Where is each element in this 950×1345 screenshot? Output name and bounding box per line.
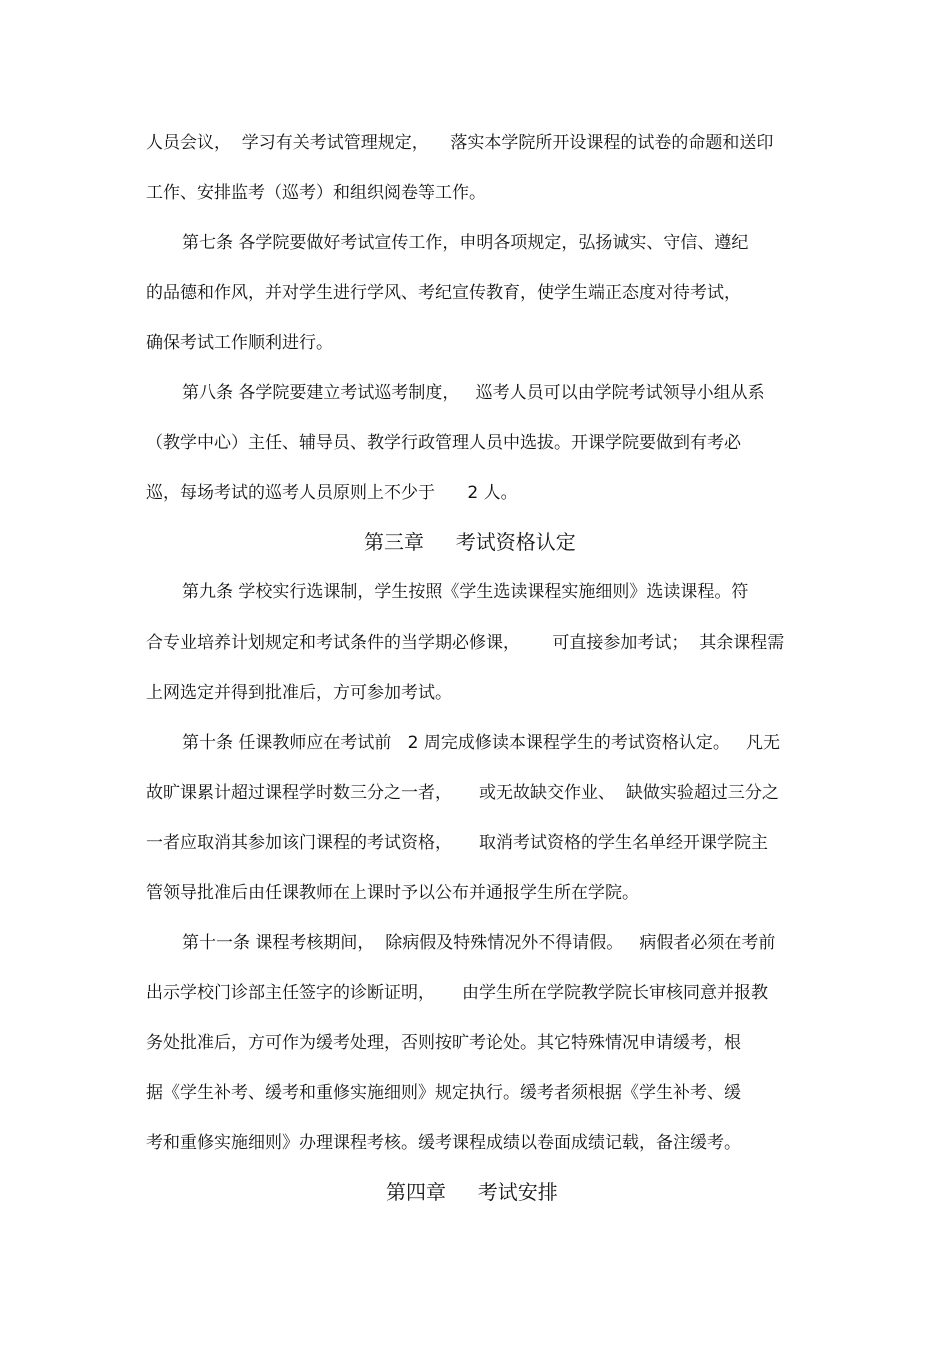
body-text-line: 出示学校门诊部主任签字的诊断证明， 由学生所在学院教学院长审核同意并报教 [146, 983, 769, 1003]
body-text-line: 管领导批准后由任课教师在上课时予以公布并通报学生所在学院。 [146, 883, 639, 903]
article-10-text: 第十条 任课教师应在考试前 2 周完成修读本课程学生的考试资格认定。 凡无 [182, 733, 781, 753]
body-text-line: 考和重修实施细则》办理课程考核。缓考课程成绩以卷面成绩记载，备注缓考。 [146, 1133, 741, 1153]
chapter-4-heading: 第四章 考试安排 [386, 1180, 558, 1204]
body-text-line: 务处批准后，方可作为缓考处理，否则按旷考论处。其它特殊情况申请缓考，根 [146, 1033, 741, 1053]
body-text-line: 工作、安排监考（巡考）和组织阅卷等工作。 [146, 183, 486, 203]
body-text-line: 巡，每场考试的巡考人员原则上不少于 2 人。 [146, 483, 518, 503]
article-8-text: 第八条 各学院要建立考试巡考制度， 巡考人员可以由学院考试领导小组从系 [182, 383, 765, 403]
body-text-line: 人员会议， 学习有关考试管理规定， 落实本学院所开设课程的试卷的命题和送印 [146, 133, 774, 153]
body-text-line: 据《学生补考、缓考和重修实施细则》规定执行。缓考者须根据《学生补考、缓 [146, 1083, 741, 1103]
article-9-text: 第九条 学校实行选课制，学生按照《学生选读课程实施细则》选读课程。符 [182, 582, 749, 602]
body-text-line: 故旷课累计超过课程学时数三分之一者， 或无故缺交作业、 缺做实验超过三分之 [146, 783, 779, 803]
body-text-line: 一者应取消其参加该门课程的考试资格， 取消考试资格的学生名单经开课学院主 [146, 833, 769, 853]
body-text-line: 的品德和作风，并对学生进行学风、考纪宣传教育，使学生端正态度对待考试， [146, 283, 741, 303]
body-text-line: 确保考试工作顺利进行。 [146, 333, 333, 353]
article-11-text: 第十一条 课程考核期间， 除病假及特殊情况外不得请假。 病假者必须在考前 [182, 933, 776, 953]
body-text-line: （教学中心）主任、辅导员、教学行政管理人员中选拔。开课学院要做到有考必 [146, 433, 741, 453]
article-7-text: 第七条 各学院要做好考试宣传工作，申明各项规定，弘扬诚实、守信、遵纪 [182, 233, 749, 253]
chapter-3-heading: 第三章 考试资格认定 [364, 530, 576, 554]
body-text-line: 上网选定并得到批准后，方可参加考试。 [146, 683, 452, 703]
body-text-line: 合专业培养计划规定和考试条件的当学期必修课， 可直接参加考试； 其余课程需 [146, 633, 785, 653]
